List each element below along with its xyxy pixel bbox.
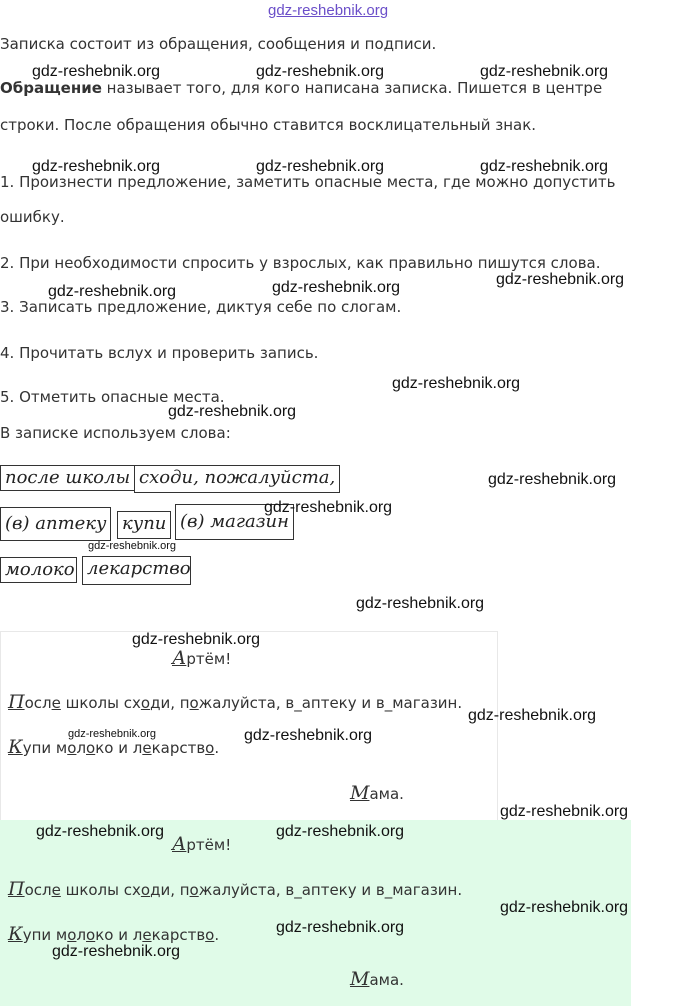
watermark: gdz-reshebnik.org xyxy=(256,63,385,80)
word-box: (в) магазин xyxy=(175,504,294,540)
watermark: gdz-reshebnik.org xyxy=(68,728,157,740)
watermark: gdz-reshebnik.org xyxy=(356,595,485,612)
step-3: 3. Записать предложение, диктуя себе по слогам. xyxy=(0,298,402,316)
note-line-2 xyxy=(8,923,219,945)
watermark: gdz-reshebnik.org xyxy=(88,540,177,552)
signature-cap: М xyxy=(350,782,370,804)
watermark: gdz-reshebnik.org xyxy=(168,403,297,420)
line1-c: школы сх xyxy=(60,694,141,712)
watermark: gdz-reshebnik.org xyxy=(244,727,373,744)
line2-i: . xyxy=(214,739,220,757)
line1-a: осл xyxy=(24,694,52,712)
step-5: 5. Отметить опасные места. xyxy=(0,388,225,406)
line1-e: ди, п xyxy=(150,694,190,712)
word-box: лекарство xyxy=(82,556,191,585)
line1-f: о xyxy=(189,881,199,899)
note-signature xyxy=(350,968,404,990)
watermark-link[interactable]: gdz-reshebnik.org xyxy=(268,2,389,19)
word-box: купи xyxy=(117,511,171,539)
watermark: gdz-reshebnik.org xyxy=(496,271,625,288)
watermark: gdz-reshebnik.org xyxy=(480,63,609,80)
line2-a: упи м xyxy=(22,739,68,757)
line1-f: о xyxy=(189,694,199,712)
line1-b: е xyxy=(51,881,61,899)
line2-c: л xyxy=(76,739,87,757)
line2-i: . xyxy=(214,926,220,944)
greeting-cap: А xyxy=(172,647,187,669)
intro-line-2-rest: называет того, для кого написана записка. Пишется в центре xyxy=(101,79,603,97)
word-box: (в) аптеку xyxy=(0,507,111,541)
note-greeting xyxy=(172,833,231,855)
signature-rest: ама. xyxy=(369,971,404,989)
intro-line-2 xyxy=(0,79,602,97)
line1-a: осл xyxy=(24,881,52,899)
line2-a: упи м xyxy=(22,926,68,944)
line2-b: о xyxy=(67,926,77,944)
watermark: gdz-reshebnik.org xyxy=(48,283,177,300)
line1-b: е xyxy=(51,694,61,712)
signature-rest: ама. xyxy=(369,785,404,803)
note-greeting xyxy=(172,647,231,669)
line1-g: жалуйста, в_аптеку и в_магазин. xyxy=(198,694,463,712)
line2-e: ко и л xyxy=(95,739,143,757)
watermark: gdz-reshebnik.org xyxy=(256,158,385,175)
line1-c: школы сх xyxy=(60,881,141,899)
line2-cap: К xyxy=(8,923,23,945)
line1-g: жалуйста, в_аптеку и в_магазин. xyxy=(198,881,463,899)
line2-g: карств xyxy=(151,739,206,757)
watermark: gdz-reshebnik.org xyxy=(264,499,393,516)
line2-e: ко и л xyxy=(95,926,143,944)
watermark: gdz-reshebnik.org xyxy=(500,899,629,916)
watermark: gdz-reshebnik.org xyxy=(468,707,597,724)
watermark: gdz-reshebnik.org xyxy=(132,631,261,648)
word-box: после школы xyxy=(0,465,135,491)
line1-cap: П xyxy=(8,691,25,713)
watermark: gdz-reshebnik.org xyxy=(32,158,161,175)
greeting-rest: ртём! xyxy=(186,650,232,668)
word-box: молоко xyxy=(0,557,77,583)
line2-c: л xyxy=(76,926,87,944)
signature-cap: М xyxy=(350,968,370,990)
watermark: gdz-reshebnik.org xyxy=(480,158,609,175)
words-intro: В записке используем слова: xyxy=(0,424,231,442)
watermark: gdz-reshebnik.org xyxy=(276,919,405,936)
line2-d: о xyxy=(86,926,96,944)
step-4: 4. Прочитать вслух и проверить запись. xyxy=(0,344,319,362)
intro-line-1: Записка состоит из обращения, сообщения и подписи. xyxy=(0,35,437,53)
step-2: 2. При необходимости спросить у взрослых, как правильно пишутся слова. xyxy=(0,254,601,272)
word-box: сходи, пожалуйста, xyxy=(134,465,340,493)
note-line-1 xyxy=(8,691,462,713)
line2-b: о xyxy=(67,739,77,757)
watermark: gdz-reshebnik.org xyxy=(488,471,617,488)
line2-h: о xyxy=(205,739,215,757)
line2-d: о xyxy=(86,739,96,757)
line2-cap: К xyxy=(8,736,23,758)
line1-d: о xyxy=(140,694,151,712)
note-signature xyxy=(350,782,404,804)
line2-f: е xyxy=(142,739,152,757)
step-1-line-b: ошибку. xyxy=(0,208,65,226)
line1-cap: П xyxy=(8,878,25,900)
watermark: gdz-reshebnik.org xyxy=(36,823,165,840)
watermark: gdz-reshebnik.org xyxy=(500,803,629,820)
line2-g: карств xyxy=(151,926,206,944)
watermark: gdz-reshebnik.org xyxy=(52,943,181,960)
watermark: gdz-reshebnik.org xyxy=(272,279,401,296)
note-box xyxy=(0,631,498,821)
line1-d: о xyxy=(140,881,151,899)
intro-line-3: строки. После обращения обычно ставится восклицательный знак. xyxy=(0,116,537,134)
note-line-1 xyxy=(8,878,462,900)
line2-h: о xyxy=(205,926,215,944)
greeting-cap: А xyxy=(172,833,187,855)
watermark: gdz-reshebnik.org xyxy=(276,823,405,840)
step-1-line-a: 1. Произнести предложение, заметить опасные места, где можно допустить xyxy=(0,173,616,191)
watermark: gdz-reshebnik.org xyxy=(392,375,521,392)
term-obrashchenie: Обращение xyxy=(0,79,102,97)
line1-e: ди, п xyxy=(150,881,190,899)
line2-f: е xyxy=(142,926,152,944)
watermark: gdz-reshebnik.org xyxy=(32,63,161,80)
greeting-rest: ртём! xyxy=(186,836,232,854)
